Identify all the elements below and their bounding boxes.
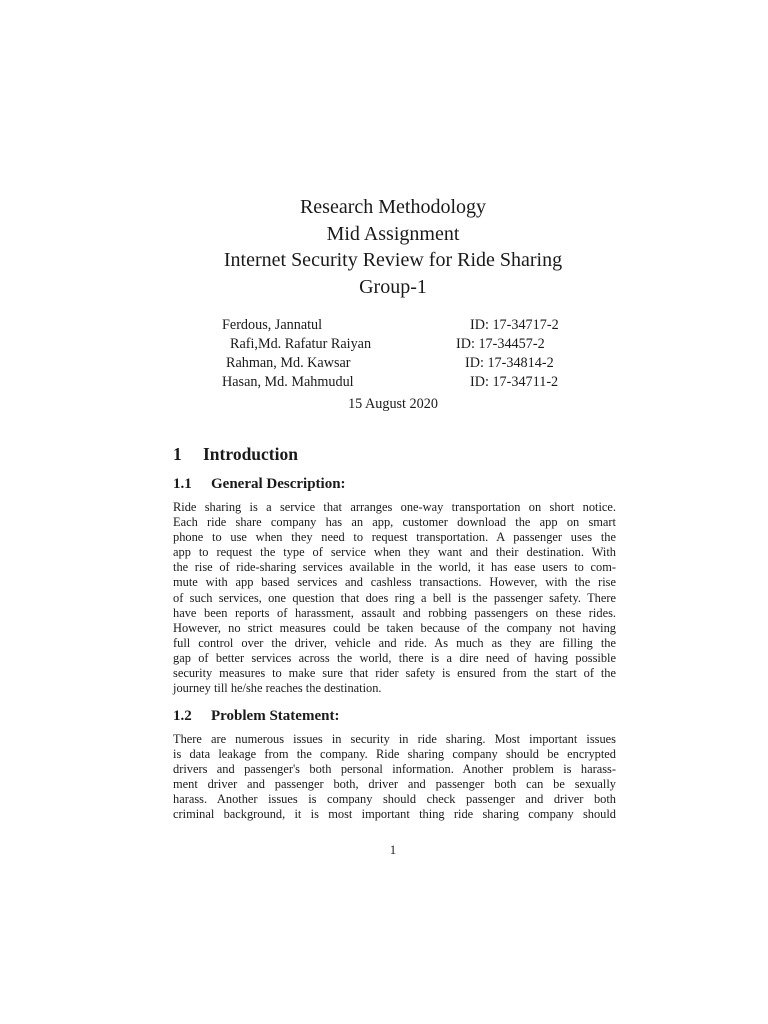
subsection-title: Problem Statement:: [211, 708, 340, 724]
text-line: phone to use when they need to request transportation. A passenger uses the: [173, 530, 616, 544]
subsection-title: General Description:: [211, 476, 346, 492]
text-line: of such services, one question that does ring a bell is the passenger safety. There: [173, 591, 616, 605]
text-line: journey till he/she reaches the destination.: [173, 681, 382, 695]
text-line: app to request the type of service when they want and their destination. With: [173, 545, 616, 559]
text-line: is data leakage from the company. Ride sharing company should be encrypted: [173, 747, 616, 761]
page-number: 1: [389, 843, 397, 857]
text-line: gap of better services across the world, there is a dire need of having possible: [173, 651, 616, 665]
title-line-course: Research Methodology: [299, 196, 487, 218]
text-line: criminal background, it is most important thing ride sharing company should: [173, 807, 616, 821]
text-line: However, no strict measures could be taken because of the company not having: [173, 621, 616, 635]
section-title: Introduction: [203, 444, 298, 464]
title-line-topic: Internet Security Review for Ride Sharing: [223, 249, 563, 271]
author-id: ID: 17-34711-2: [470, 374, 559, 390]
author-id: ID: 17-34814-2: [465, 355, 554, 371]
author-id: ID: 17-34457-2: [456, 336, 545, 352]
section-heading-introduction: [173, 444, 298, 465]
author-row: [0, 335, 768, 354]
author-name: Rafi,Md. Rafatur Raiyan: [230, 336, 372, 352]
text-line: security measures to make sure that rider safety is ensured from the start of the: [173, 666, 616, 680]
subsection-number: 1.2: [173, 708, 192, 724]
text-line: Ride sharing is a service that arranges one-way transportation on short notice.: [173, 500, 616, 514]
text-line: the rise of ride-sharing services available in the world, it has ease users to com-: [173, 560, 616, 574]
author-row: [0, 354, 768, 373]
text-line: There are numerous issues in security in ride sharing. Most important issues: [173, 732, 616, 746]
text-line: mute with app based services and cashless transactions. However, with the rise: [173, 575, 616, 589]
title-line-assignment: Mid Assignment: [326, 222, 460, 245]
text-line: ment driver and passenger both, driver and passenger both can be sexually: [173, 777, 616, 791]
author-row: [0, 316, 768, 335]
subsection-heading-general-description: [173, 476, 346, 493]
title-line-group: Group-1: [359, 275, 427, 298]
author-name: Ferdous, Jannatul: [222, 317, 323, 333]
author-name: Rahman, Md. Kawsar: [226, 355, 351, 371]
text-line: harass. Another issues is company should check passenger and driver both: [173, 792, 616, 806]
subsection-number: 1.1: [173, 476, 192, 492]
text-line: have been reports of harassment, assault and robbing passengers on these rides.: [173, 606, 616, 620]
paper-date: 15 August 2020: [348, 396, 438, 412]
text-line: drivers and passenger's both personal information. Another problem is harass-: [173, 762, 616, 776]
author-name: Hasan, Md. Mahmudul: [222, 374, 354, 390]
section-number: 1: [173, 444, 182, 464]
subsection-heading-problem-statement: [173, 708, 339, 725]
author-row: [0, 373, 768, 392]
author-list: [0, 316, 768, 392]
author-id: ID: 17-34717-2: [470, 317, 559, 333]
paper-title-block: [0, 194, 768, 300]
text-line: full control over the driver, vehicle and ride. As much as they are filling the: [173, 636, 616, 650]
text-line: Each ride share company has an app, customer download the app on smart: [173, 515, 616, 529]
